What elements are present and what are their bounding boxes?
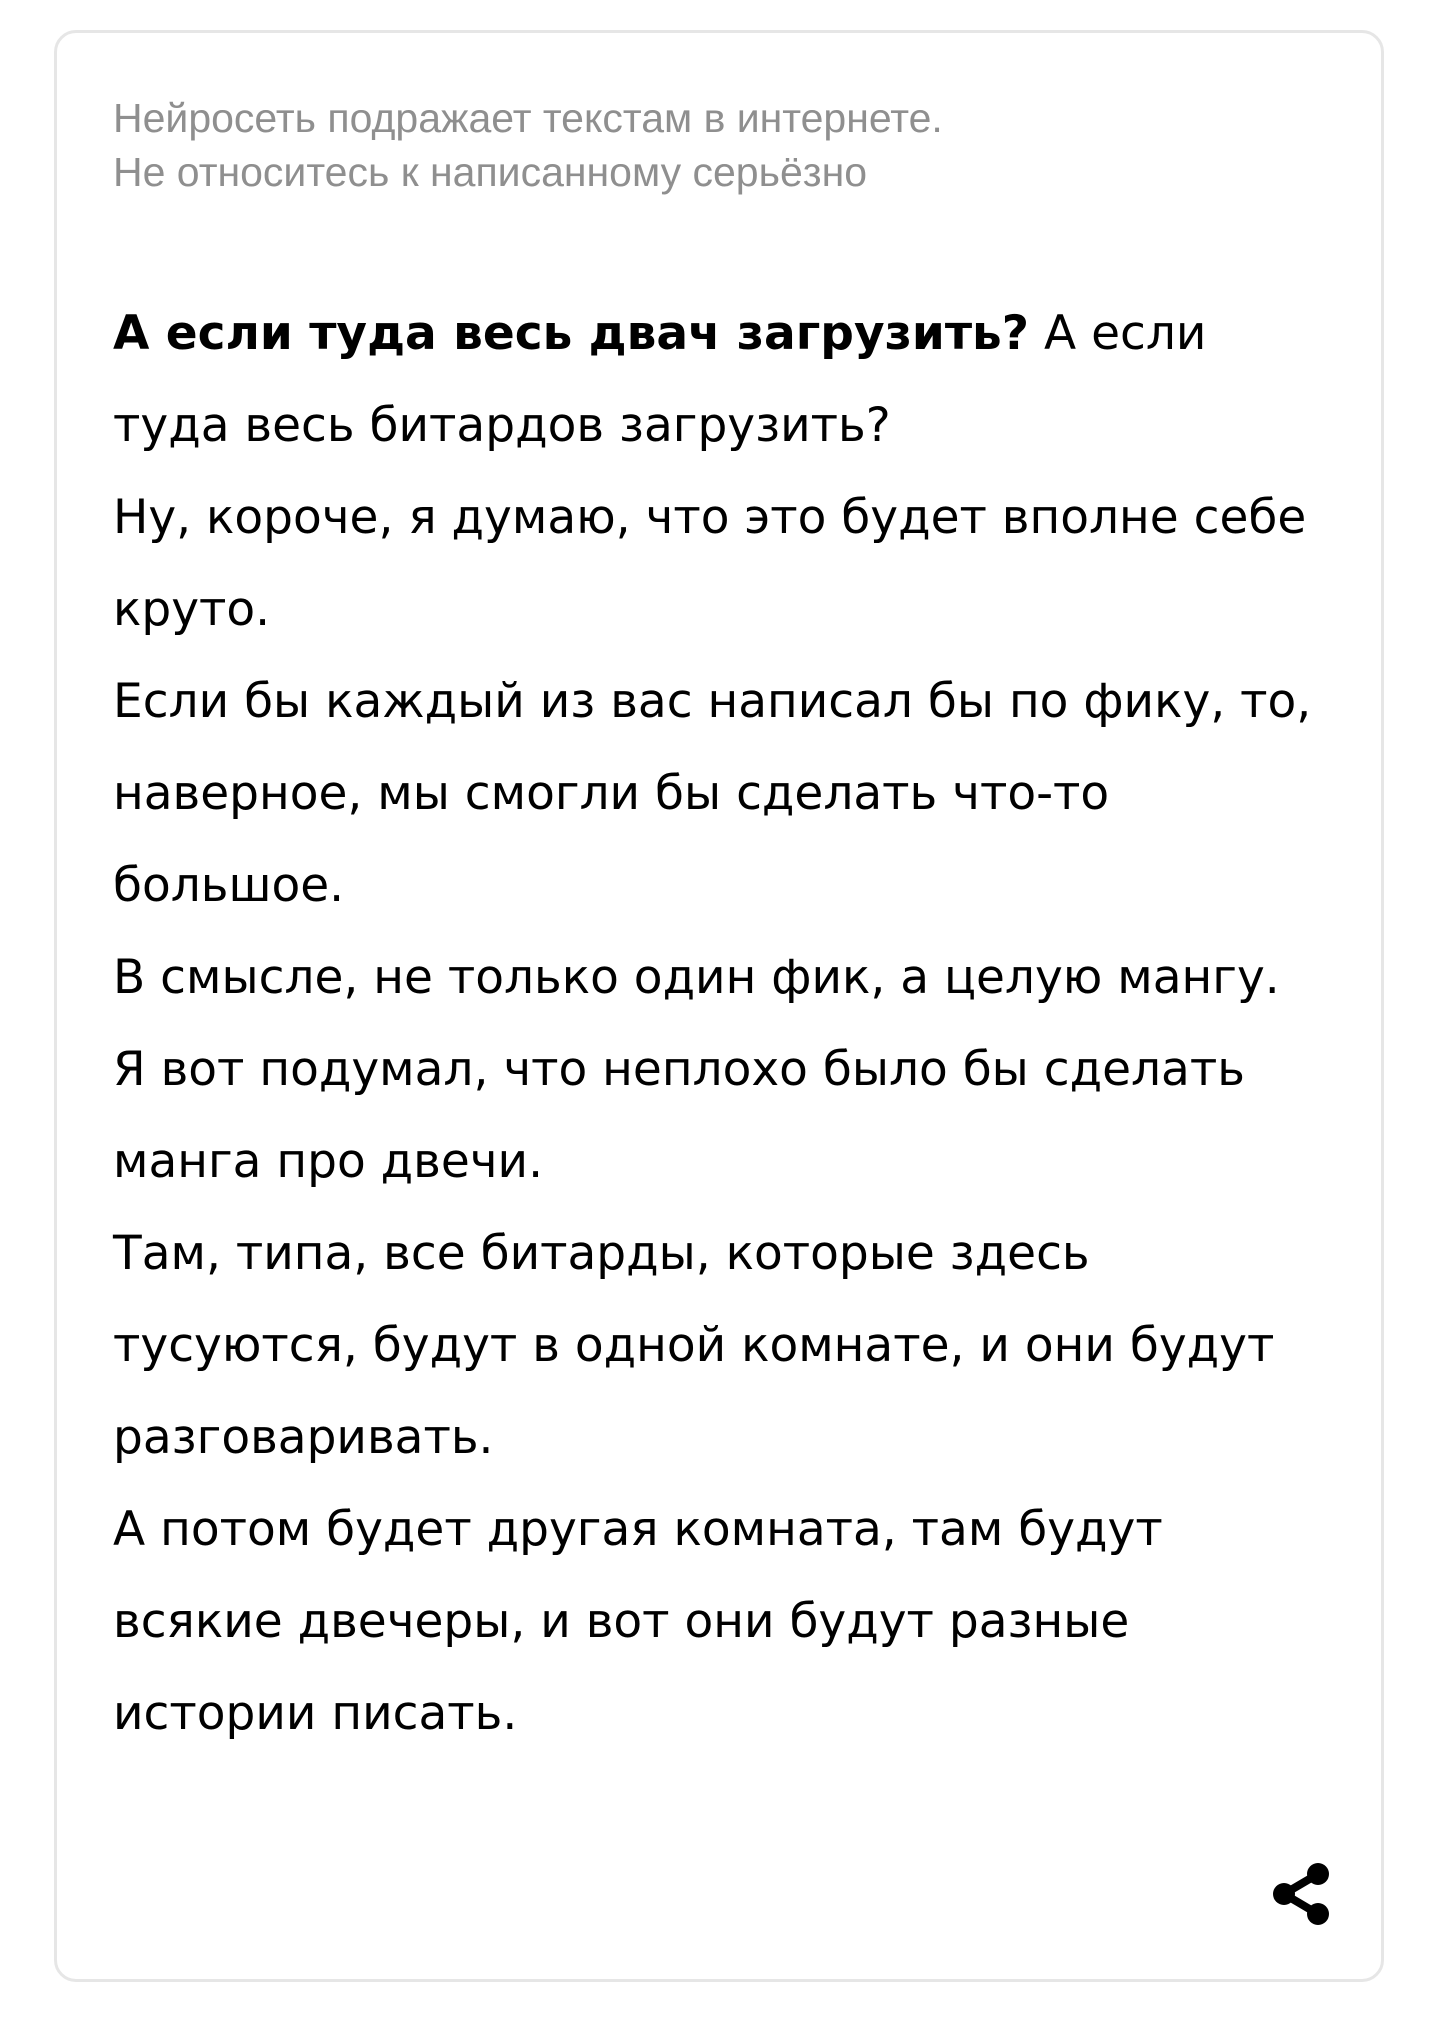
prompt-continuation: А если туда весь битардов загрузить? (113, 306, 1207, 453)
disclaimer-line-1: Нейросеть подражает текстам в интернете. (113, 95, 943, 141)
generated-text (113, 288, 1333, 1760)
paragraph: В смысле, не только один фик, а целую мангу. (113, 950, 1280, 1005)
disclaimer-line-2: Не относитесь к написанному серьёзно (113, 149, 868, 195)
share-button[interactable] (1269, 1861, 1335, 1927)
share-icon (1269, 1861, 1335, 1927)
paragraph: Там, типа, все битарды, которые здесь тусуются, будут в одной комнате, и они будут разговаривать. (113, 1226, 1275, 1465)
disclaimer (113, 91, 1313, 199)
generated-text-card (54, 30, 1384, 1982)
user-prompt: А если туда весь двач загрузить? (113, 306, 1030, 361)
paragraph: Ну, короче, я думаю, что это будет вполне себе круто. (113, 490, 1307, 637)
first-paragraph (113, 288, 1333, 472)
paragraph: А потом будет другая комната, там будут всякие двечеры, и вот они будут разные истории писать. (113, 1502, 1163, 1741)
paragraph: Я вот подумал, что неплохо было бы сделать манга про двечи. (113, 1042, 1245, 1189)
paragraph: Если бы каждый из вас написал бы по фику, то, наверное, мы смогли бы сделать что-то большое. (113, 674, 1312, 913)
